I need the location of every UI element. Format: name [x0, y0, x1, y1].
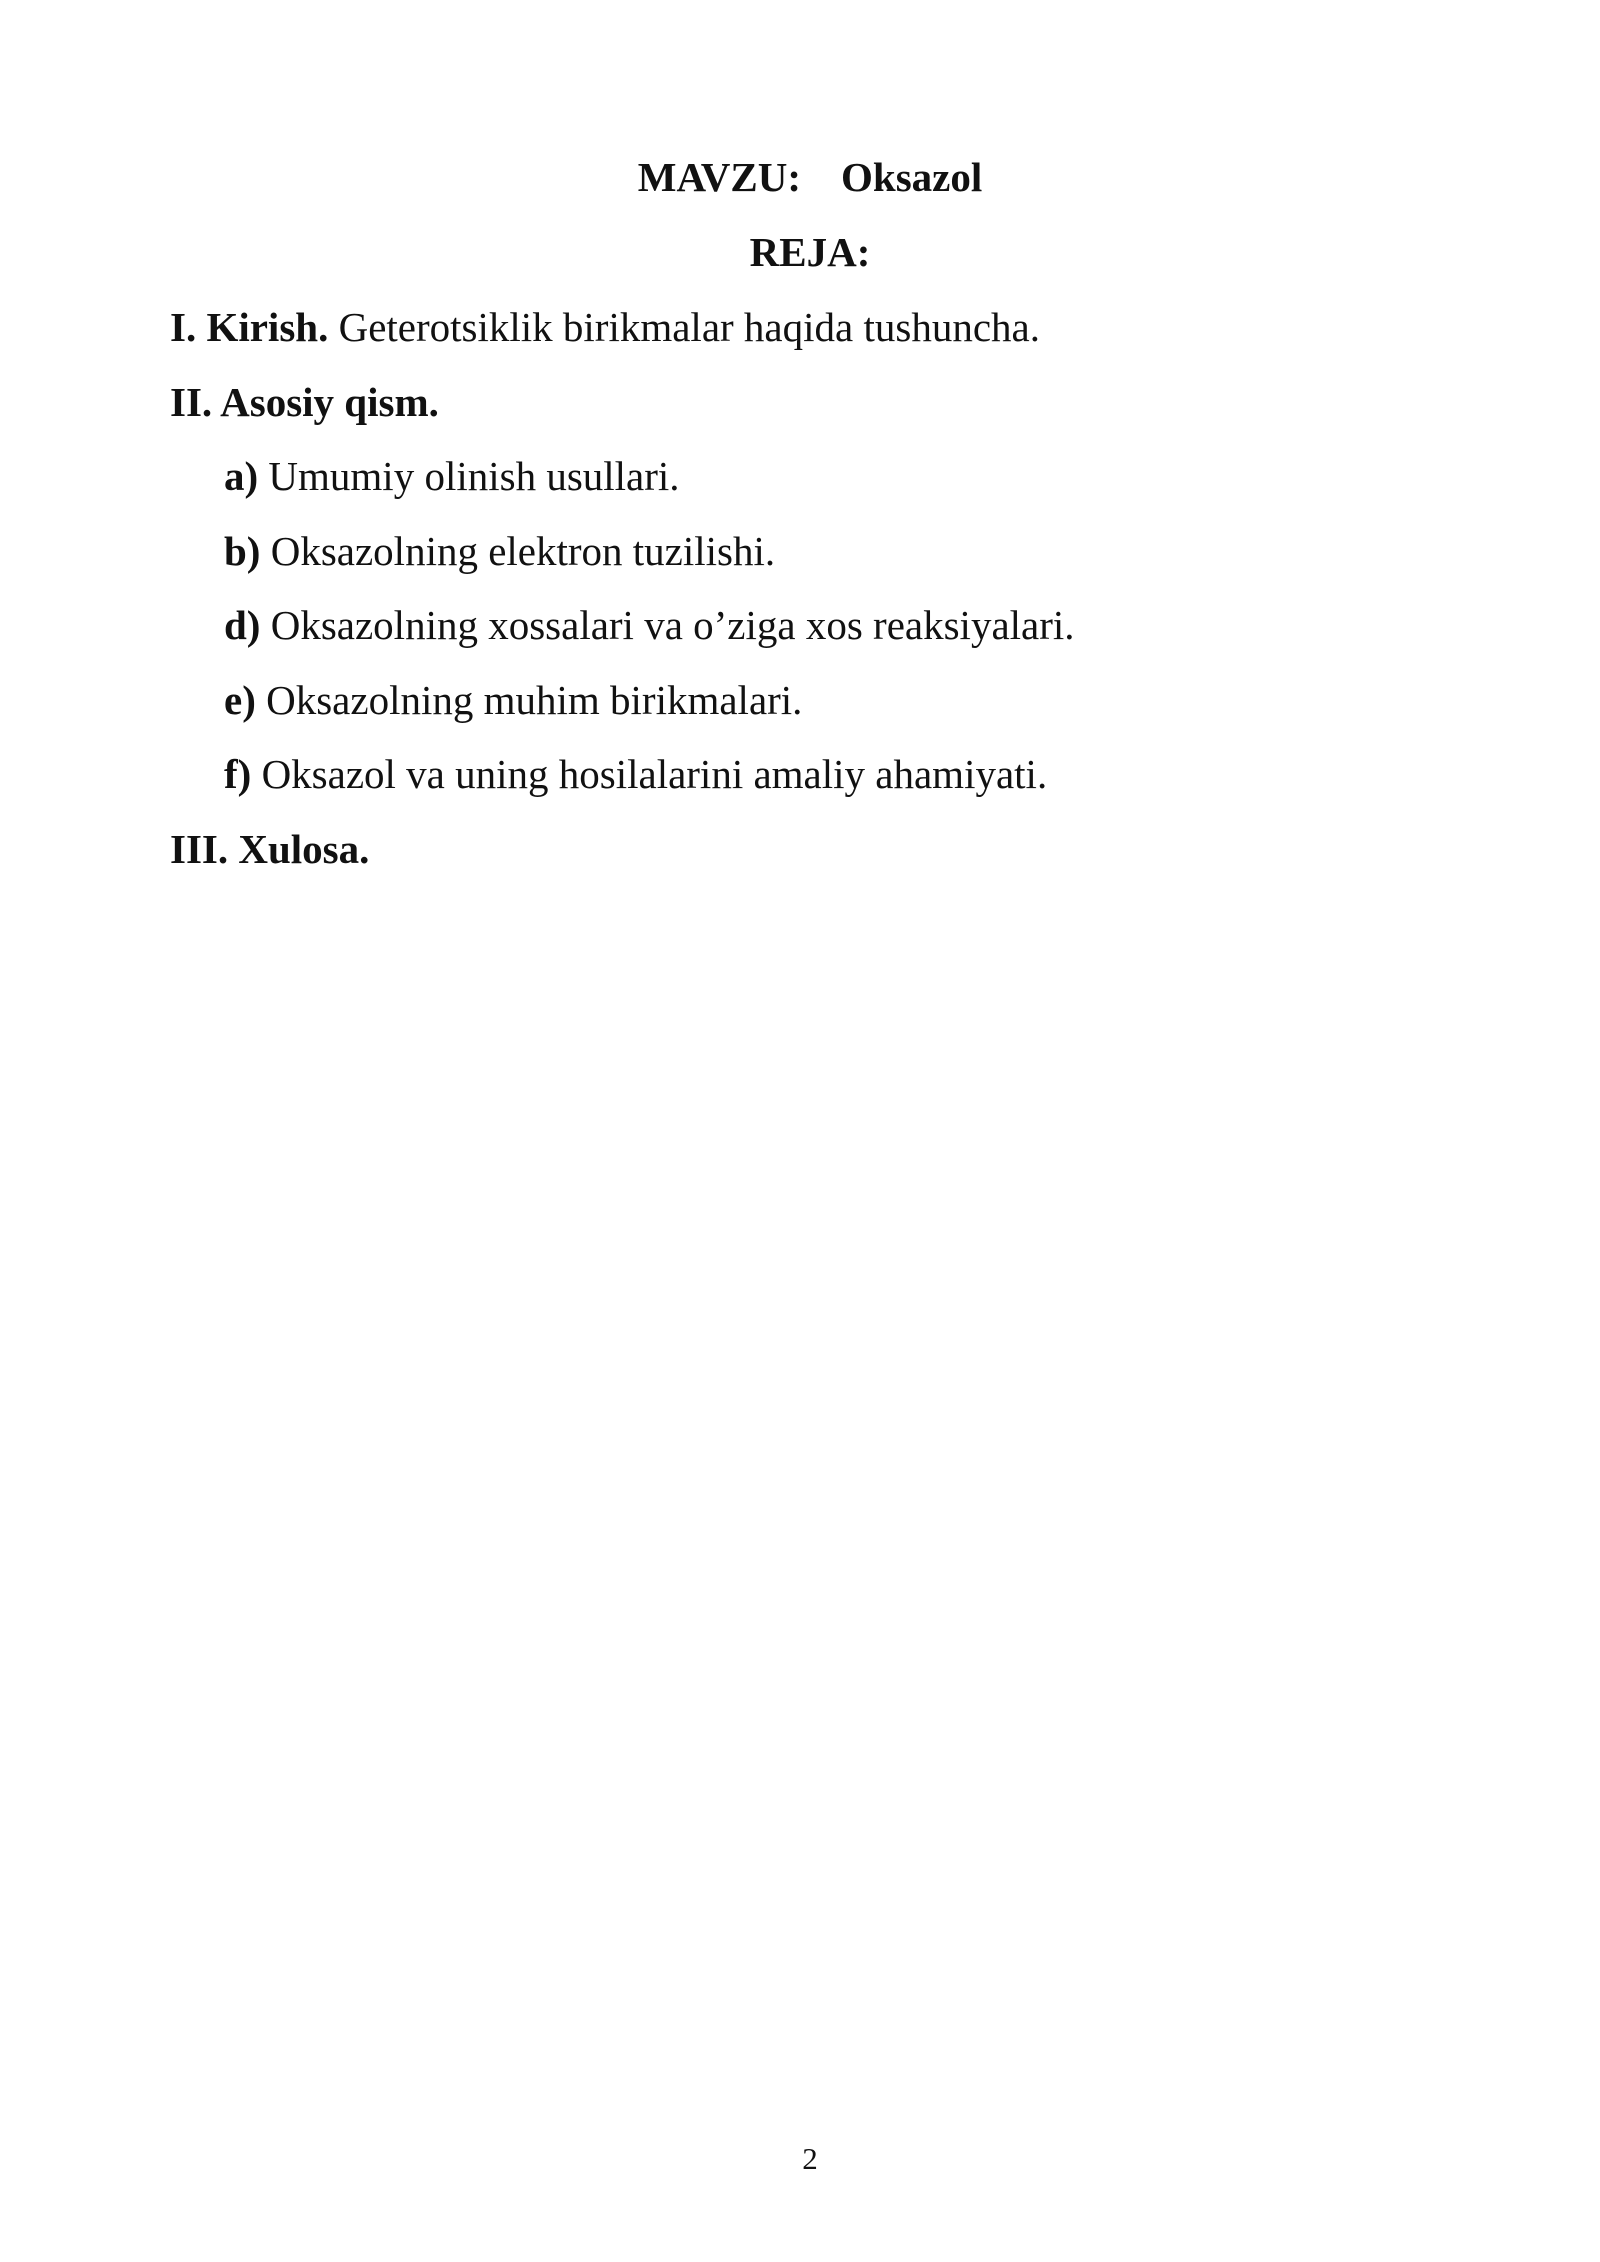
plan-item-text: Oksazolning elektron tuzilishi.: [260, 528, 776, 574]
topic-value: Oksazol: [841, 154, 983, 200]
plan-subitem-e: [224, 675, 802, 725]
topic-title: [0, 152, 1600, 202]
plan-subitem-a: [224, 451, 680, 501]
topic-label: MAVZU:: [637, 154, 801, 200]
plan-item-marker: III. Xulosa.: [170, 826, 370, 872]
plan-item-marker: f): [224, 751, 252, 797]
page-number: 2: [802, 2141, 818, 2176]
plan-item-main-part: [170, 377, 439, 427]
plan-item-marker: e): [224, 677, 256, 723]
plan-heading: REJA:: [749, 229, 871, 275]
plan-subitem-b: [224, 526, 775, 576]
plan-item-marker: I. Kirish.: [170, 304, 329, 350]
plan-item-text: Geterotsiklik birikmalar haqida tushuncha.: [328, 304, 1040, 350]
plan-item-text: Umumiy olinish usullari.: [258, 453, 680, 499]
plan-item-marker: II. Asosiy qism.: [170, 379, 439, 425]
plan-item-text: Oksazolning muhim birikmalari.: [255, 677, 803, 723]
plan-item-marker: b): [224, 528, 261, 574]
plan-item-marker: a): [224, 453, 259, 499]
plan-item-text: Oksazol va uning hosilalarini amaliy ahamiyati.: [251, 751, 1048, 797]
plan-item-text: Oksazolning xossalari va o’ziga xos reaksiyalari.: [260, 602, 1075, 648]
plan-item-marker: d): [224, 602, 261, 648]
plan-item-introduction: [170, 302, 1040, 352]
plan-subitem-d: [224, 600, 1075, 650]
plan-subitem-f: [224, 749, 1047, 799]
plan-item-conclusion: [170, 824, 369, 874]
